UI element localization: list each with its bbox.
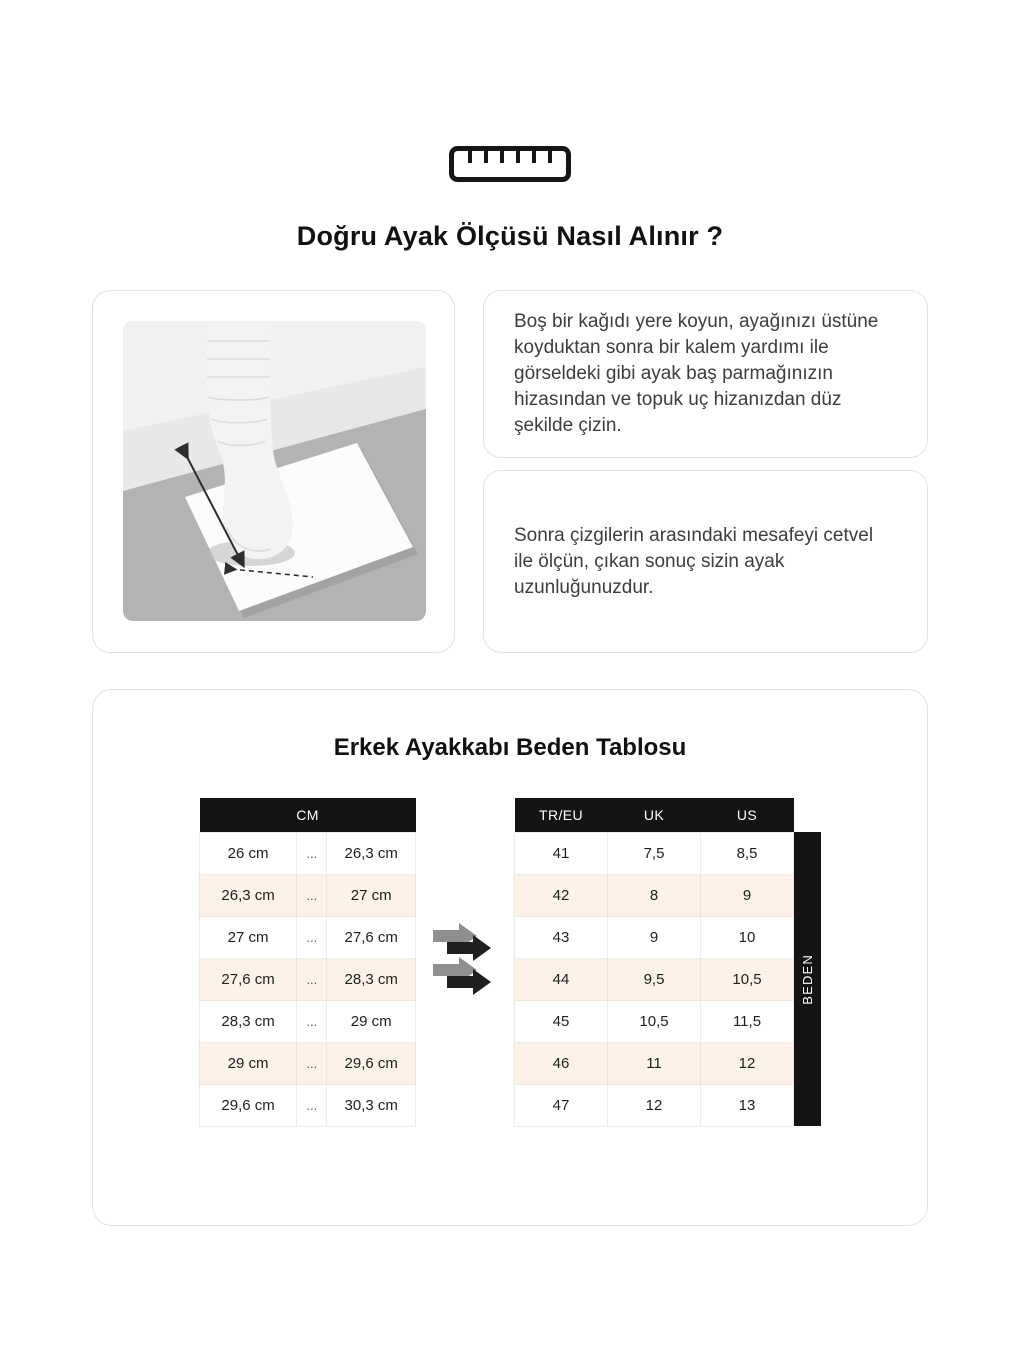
size-chart-title: Erkek Ayakkabı Beden Tablosu bbox=[333, 734, 687, 761]
range-separator: ... bbox=[297, 1084, 327, 1126]
uk-value: 9,5 bbox=[608, 958, 701, 1000]
size-chart-tables bbox=[113, 798, 907, 1127]
size-table-row bbox=[515, 916, 794, 958]
beden-bar bbox=[794, 832, 821, 1126]
size-table-row bbox=[515, 1000, 794, 1042]
treu-value: 47 bbox=[515, 1084, 608, 1126]
us-value: 9 bbox=[701, 874, 794, 916]
us-value: 10,5 bbox=[701, 958, 794, 1000]
foot-measurement-photo bbox=[123, 321, 424, 621]
uk-value: 12 bbox=[608, 1084, 701, 1126]
cm-table bbox=[199, 798, 416, 1127]
uk-value: 11 bbox=[608, 1042, 701, 1084]
us-value: 13 bbox=[701, 1084, 794, 1126]
range-separator: ... bbox=[297, 1000, 327, 1042]
size-table-row bbox=[515, 958, 794, 1000]
cm-to-value: 28,3 cm bbox=[327, 958, 416, 1000]
cm-table-row bbox=[200, 958, 416, 1000]
photo-card bbox=[92, 290, 455, 653]
uk-value: 10,5 bbox=[608, 1000, 701, 1042]
cm-table-row bbox=[200, 1042, 416, 1084]
size-table-row bbox=[515, 1084, 794, 1126]
conversion-arrows-icon bbox=[433, 923, 497, 1002]
cm-from-value: 26,3 cm bbox=[200, 874, 297, 916]
cm-from-value: 29,6 cm bbox=[200, 1084, 297, 1126]
us-value: 8,5 bbox=[701, 832, 794, 874]
cm-to-value: 29,6 cm bbox=[327, 1042, 416, 1084]
cm-table-row bbox=[200, 916, 416, 958]
beden-label: BEDEN bbox=[800, 953, 815, 1005]
range-separator: ... bbox=[297, 916, 327, 958]
us-value: 12 bbox=[701, 1042, 794, 1084]
cm-from-value: 27,6 cm bbox=[200, 958, 297, 1000]
size-table-row bbox=[515, 1042, 794, 1084]
cm-from-value: 28,3 cm bbox=[200, 1000, 297, 1042]
range-separator: ... bbox=[297, 1042, 327, 1084]
treu-value: 41 bbox=[515, 832, 608, 874]
instruction-steps bbox=[483, 290, 928, 653]
cm-to-value: 27,6 cm bbox=[327, 916, 416, 958]
cm-to-value: 29 cm bbox=[327, 1000, 416, 1042]
treu-value: 46 bbox=[515, 1042, 608, 1084]
range-separator: ... bbox=[297, 832, 327, 874]
cm-table-row bbox=[200, 1084, 416, 1126]
cm-table-header: CM bbox=[200, 798, 416, 832]
us-value: 11,5 bbox=[701, 1000, 794, 1042]
uk-value: 7,5 bbox=[608, 832, 701, 874]
cm-table-row bbox=[200, 1000, 416, 1042]
cm-from-value: 26 cm bbox=[200, 832, 297, 874]
cm-to-value: 26,3 cm bbox=[327, 832, 416, 874]
cm-from-value: 29 cm bbox=[200, 1042, 297, 1084]
cm-table-body bbox=[200, 832, 416, 1126]
size-table-row bbox=[515, 874, 794, 916]
treu-value: 45 bbox=[515, 1000, 608, 1042]
ruler-icon bbox=[449, 146, 571, 187]
instruction-card-2 bbox=[483, 470, 928, 653]
how-to-measure-section bbox=[92, 290, 928, 653]
page-title: Doğru Ayak Ölçüsü Nasıl Alınır ? bbox=[296, 221, 724, 251]
size-table-wrap bbox=[514, 798, 821, 1127]
size-table-row bbox=[515, 832, 794, 874]
cm-to-value: 27 cm bbox=[327, 874, 416, 916]
instruction-card-1 bbox=[483, 290, 928, 458]
size-table bbox=[514, 798, 794, 1127]
size-table-header-treu: TR/EU bbox=[515, 798, 608, 832]
uk-value: 9 bbox=[608, 916, 701, 958]
treu-value: 43 bbox=[515, 916, 608, 958]
range-separator: ... bbox=[297, 874, 327, 916]
cm-to-value: 30,3 cm bbox=[327, 1084, 416, 1126]
treu-value: 44 bbox=[515, 958, 608, 1000]
size-table-header-uk: UK bbox=[608, 798, 701, 832]
instruction-text-2: Sonra çizgilerin arasındaki mesafeyi cetvel ile ölçün, çıkan sonuç sizin ayak uzunluğunuzdur. bbox=[514, 524, 874, 598]
us-value: 10 bbox=[701, 916, 794, 958]
treu-value: 42 bbox=[515, 874, 608, 916]
size-chart-card bbox=[92, 689, 928, 1226]
cm-table-row bbox=[200, 874, 416, 916]
cm-from-value: 27 cm bbox=[200, 916, 297, 958]
ruler-icon-row bbox=[0, 0, 1020, 187]
uk-value: 8 bbox=[608, 874, 701, 916]
range-separator: ... bbox=[297, 958, 327, 1000]
cm-table-row bbox=[200, 832, 416, 874]
instruction-text-1: Boş bir kağıdı yere koyun, ayağınızı üstüne koyduktan sonra bir kalem yardımı ile görseldeki gibi ayak baş parmağınızın hizasından ve topuk uç hizanızdan düz şekilde çizin. bbox=[514, 311, 879, 436]
size-table-body bbox=[515, 832, 794, 1126]
size-table-header-us: US bbox=[701, 798, 794, 832]
